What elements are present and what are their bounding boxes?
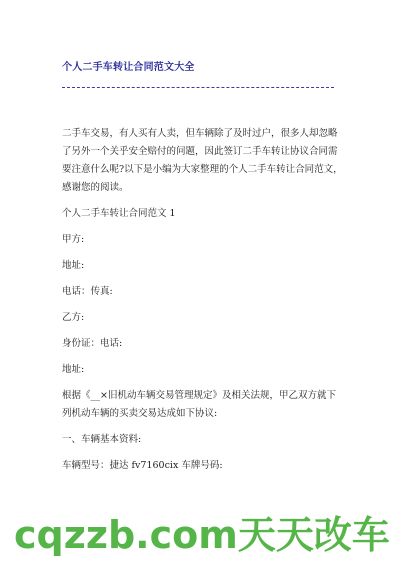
address-line-2: 地址: bbox=[62, 364, 85, 375]
section-heading: 个人二手车转让合同范文 1 bbox=[62, 208, 176, 219]
party-b-line: 乙方: bbox=[62, 312, 85, 323]
id-phone-line: 身份证：电话: bbox=[62, 338, 123, 349]
page-title: 个人二手车转让合同范文大全 bbox=[62, 62, 195, 73]
vehicle-model-line: 车辆型号：捷达 fv7160cix 车牌号码: bbox=[62, 460, 223, 471]
clause-1-heading: 一、车辆基本资料: bbox=[62, 434, 142, 445]
party-a-line: 甲方: bbox=[62, 234, 85, 245]
site-watermark: cqzzb.com天天改车 bbox=[14, 513, 390, 557]
phone-fax-line: 电话：传真: bbox=[62, 286, 113, 297]
address-line-1: 地址: bbox=[62, 260, 85, 271]
title-divider bbox=[62, 87, 334, 88]
intro-paragraph: 二手车交易，有人买有人卖，但车辆除了及时过户，很多人却忽略了另外一个关乎安全赔付的问题，因此签订二手车转让协议合同需要注意什么呢?以下是小编为大家整理的个人二手车转让合同范文，感谢您的阅读。 bbox=[62, 128, 343, 193]
document-body bbox=[62, 125, 344, 483]
basis-paragraph: 根据《__×旧机动车辆交易管理规定》及相关法规，甲乙双方就下列机动车辆的买卖交易达成如下协议: bbox=[62, 390, 336, 419]
